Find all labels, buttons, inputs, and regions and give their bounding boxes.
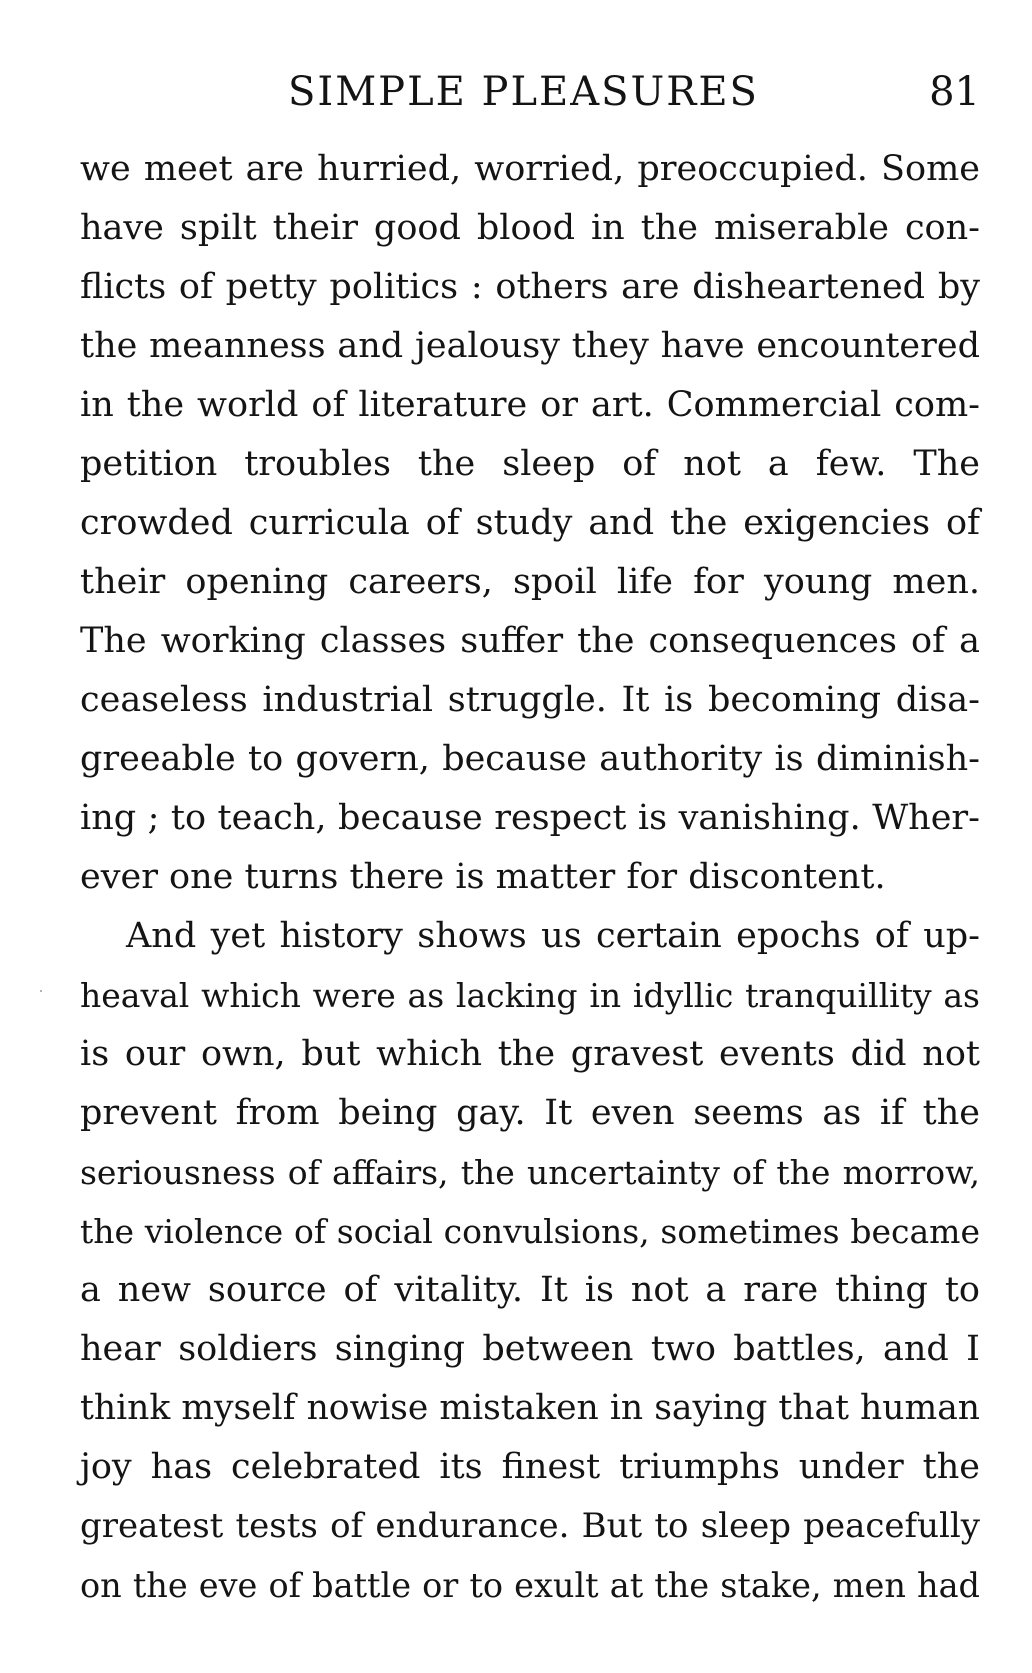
text-line: greeable to govern, because authority is diminish- [80,739,980,779]
text-line: joy has celebrated its finest triumphs under the [80,1447,980,1487]
text-line: petition troubles the sleep of not a few. The [80,444,980,484]
text-line: on the eve of battle or to exult at the stake, men had [80,1566,980,1605]
paragraph-2 [80,907,980,1615]
text-line: is our own, but which the gravest events did not [80,1034,980,1074]
text-line: their opening careers, spoil life for young men. [80,562,980,602]
text-line: crowded curricula of study and the exigencies of [80,503,980,543]
text-line: the violence of social convulsions, sometimes became [80,1212,980,1251]
text-line: think myself nowise mistaken in saying that human [80,1388,980,1428]
scan-speck [40,990,42,992]
page-number: 81 [929,69,980,115]
text-line: a new source of vitality. It is not a rare thing to [80,1270,980,1310]
text-line: heaval which were as lacking in idyllic tranquillity as [80,976,980,1015]
running-head [80,62,980,122]
text-line: flicts of petty politics : others are disheartened by [80,267,980,307]
text-line: have spilt their good blood in the miserable con- [80,208,980,248]
text-line: ceaseless industrial struggle. It is becoming disa- [80,680,980,720]
body-text [80,140,980,1615]
text-line: greatest tests of endurance. But to sleep peacefully [80,1506,980,1546]
text-line: And yet history shows us certain epochs of up- [126,916,980,956]
text-line: The working classes suffer the consequences of a [80,621,980,661]
text-line: prevent from being gay. It even seems as if the [80,1093,980,1133]
text-line: in the world of literature or art. Commercial com- [80,385,980,425]
text-line: we meet are hurried, worried, preoccupied. Some [80,149,980,189]
paragraph-1 [80,140,980,907]
text-line: the meanness and jealousy they have encountered [80,326,980,366]
text-line: ever one turns there is matter for discontent. [80,857,886,897]
text-line: hear soldiers singing between two battles, and I [80,1329,980,1369]
text-line: ing ; to teach, because respect is vanishing. Wher- [80,798,980,838]
text-line: seriousness of affairs, the uncertainty of the morrow, [80,1153,980,1192]
running-title: SIMPLE PLEASURES [288,69,759,115]
